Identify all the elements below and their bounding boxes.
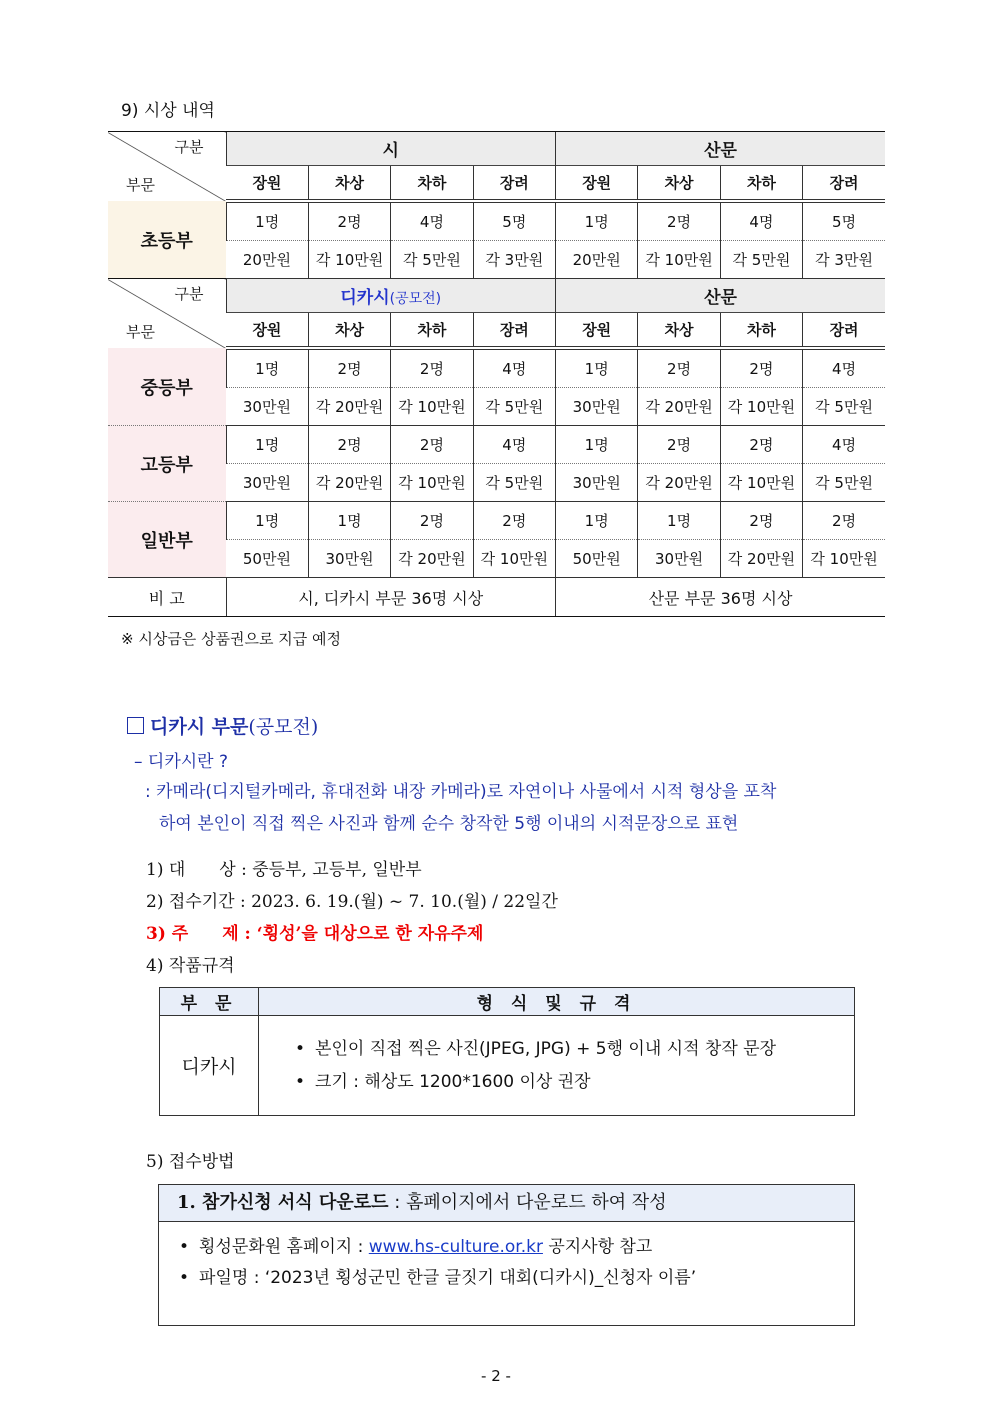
- item-spec: 4) 작품규격: [146, 956, 235, 976]
- note-a: 시, 디카시 부문 36명 시상: [226, 578, 556, 617]
- award-header: 차상: [638, 313, 720, 349]
- winner-count: 4명: [803, 348, 885, 388]
- winner-count: 1명: [556, 201, 638, 241]
- prize-amount: 각 3만원: [473, 241, 555, 279]
- winner-count: 5명: [473, 201, 555, 241]
- winner-count: 2명: [308, 348, 390, 388]
- award-header: 차하: [391, 166, 473, 202]
- winner-count: 4명: [803, 426, 885, 464]
- winner-count: 1명: [638, 502, 720, 540]
- prize-amount: 각 5만원: [803, 388, 885, 426]
- prize-amount: 각 5만원: [803, 464, 885, 502]
- award-header: 장려: [473, 166, 555, 202]
- header-group-a: 디카시(공모전): [226, 279, 556, 313]
- prize-amount: 각 20만원: [638, 388, 720, 426]
- prize-amount: 각 20만원: [308, 464, 390, 502]
- winner-count: 2명: [638, 426, 720, 464]
- prize-amount: 각 10만원: [720, 464, 802, 502]
- prize-amount: 각 20만원: [638, 464, 720, 502]
- prize-footnote: ※ 시상금은 상품권으로 지급 예정: [121, 630, 342, 648]
- winner-count: 1명: [556, 348, 638, 388]
- spec-header-category: 부 문: [160, 988, 259, 1016]
- award-header: 차상: [638, 166, 720, 202]
- winner-count: 5명: [803, 201, 885, 241]
- note-b: 산문 부문 36명 시상: [556, 578, 886, 617]
- category-label: 중등부: [108, 348, 226, 426]
- winner-count: 1명: [226, 348, 308, 388]
- winner-count: 2명: [391, 348, 473, 388]
- prize-amount: 각 10만원: [391, 388, 473, 426]
- winner-count: 4명: [473, 426, 555, 464]
- spec-bullet: • 크기 : 해상도 1200*1600 이상 권장: [295, 1066, 853, 1099]
- dicasi-question: – 디카시란 ?: [134, 752, 229, 772]
- submission-box-header: 1. 참가신청 서식 다운로드 : 홈페이지에서 다운로드 하여 작성: [159, 1185, 854, 1222]
- winner-count: 1명: [556, 426, 638, 464]
- header-group-a: 시: [226, 132, 556, 166]
- spec-header-format: 형 식 및 규 격: [259, 988, 855, 1016]
- prize-amount: 30만원: [638, 540, 720, 578]
- prize-amount: 각 5만원: [720, 241, 802, 279]
- award-header: 장려: [803, 313, 885, 349]
- page-number: - 2 -: [481, 1367, 511, 1385]
- prize-amount: 30만원: [308, 540, 390, 578]
- award-header: 장려: [473, 313, 555, 349]
- award-header: 차상: [308, 313, 390, 349]
- winner-count: 2명: [803, 502, 885, 540]
- prize-amount: 각 10만원: [473, 540, 555, 578]
- prize-amount: 각 5만원: [391, 241, 473, 279]
- header-group-b: 산문: [556, 279, 886, 313]
- item-submission: 5) 접수방법: [146, 1152, 235, 1172]
- item-theme: 3) 주 제 : ‘횡성’을 대상으로 한 자유주제: [146, 924, 484, 944]
- submission-bullet: • 횡성문화원 홈페이지 : www.hs-culture.or.kr 공지사항 참고: [179, 1232, 854, 1263]
- checkbox-square-icon: [127, 717, 144, 734]
- prize-amount: 50만원: [226, 540, 308, 578]
- winner-count: 2명: [720, 348, 802, 388]
- award-header: 차하: [391, 313, 473, 349]
- winner-count: 1명: [226, 201, 308, 241]
- winner-count: 4명: [720, 201, 802, 241]
- dicasi-definition: : 카메라(디지털카메라, 휴대전화 내장 카메라)로 자연이나 사물에서 시적 형상을 포착 하여 본인이 직접 찍은 사진과 함께 순수 창작한 5행 이내의 시적문장으로 표현: [145, 782, 777, 834]
- award-header: 차하: [720, 166, 802, 202]
- submission-bullet: • 파일명 : ‘2023년 횡성군민 한글 글짓기 대회(디카시)_신청자 이름’: [179, 1263, 854, 1294]
- spec-bullet: • 본인이 직접 찍은 사진(JPEG, JPG) + 5행 이내 시적 창작 문장: [295, 1033, 853, 1066]
- prize-amount: 각 10만원: [638, 241, 720, 279]
- dicasi-section-title: 디카시 부문(공모전): [127, 712, 318, 739]
- winner-count: 1명: [226, 502, 308, 540]
- prize-amount: 30만원: [556, 388, 638, 426]
- award-header: 장원: [226, 166, 308, 202]
- award-header: 장원: [556, 313, 638, 349]
- prize-amount: 각 20만원: [308, 388, 390, 426]
- spec-table: [159, 987, 855, 1116]
- winner-count: 2명: [638, 201, 720, 241]
- category-label: 고등부: [108, 426, 226, 502]
- prize-amount: 각 10만원: [803, 540, 885, 578]
- winner-count: 2명: [720, 502, 802, 540]
- item-period: 2) 접수기간 : 2023. 6. 19.(월) ~ 7. 10.(월) / 22일간: [146, 892, 558, 912]
- prize-amount: 각 5만원: [473, 388, 555, 426]
- award-header: 장원: [226, 313, 308, 349]
- winner-count: 2명: [638, 348, 720, 388]
- header-group-b: 산문: [556, 132, 886, 166]
- award-header: 장원: [556, 166, 638, 202]
- prize-amount: 50만원: [556, 540, 638, 578]
- prize-amount: 각 20만원: [391, 540, 473, 578]
- header-gubun: 구분: [174, 285, 204, 303]
- awards-table: [108, 131, 885, 617]
- prize-amount: 20만원: [556, 241, 638, 279]
- prize-amount: 30만원: [226, 388, 308, 426]
- spec-label: 디카시: [160, 1016, 259, 1116]
- prize-amount: 각 10만원: [720, 388, 802, 426]
- section-heading-awards: 9) 시상 내역: [121, 101, 215, 121]
- winner-count: 4명: [473, 348, 555, 388]
- prize-amount: 30만원: [226, 464, 308, 502]
- winner-count: 2명: [308, 426, 390, 464]
- note-label: 비 고: [108, 578, 226, 617]
- winner-count: 2명: [391, 426, 473, 464]
- category-label: 초등부: [108, 201, 226, 279]
- award-header: 차하: [720, 313, 802, 349]
- diagonal-header-cell: [108, 279, 226, 349]
- item-target: 1) 대 상 : 중등부, 고등부, 일반부: [146, 860, 422, 880]
- winner-count: 2명: [473, 502, 555, 540]
- winner-count: 1명: [556, 502, 638, 540]
- award-header: 차상: [308, 166, 390, 202]
- submission-box: [158, 1184, 855, 1326]
- winner-count: 2명: [308, 201, 390, 241]
- category-label: 일반부: [108, 502, 226, 578]
- header-bumun: 부문: [126, 176, 155, 194]
- prize-amount: 각 5만원: [473, 464, 555, 502]
- homepage-link[interactable]: www.hs-culture.or.kr: [368, 1237, 543, 1257]
- winner-count: 2명: [720, 426, 802, 464]
- prize-amount: 30만원: [556, 464, 638, 502]
- award-header: 장려: [803, 166, 885, 202]
- prize-amount: 각 3만원: [803, 241, 885, 279]
- winner-count: 4명: [391, 201, 473, 241]
- diagonal-header-cell: [108, 132, 226, 202]
- header-gubun: 구분: [174, 138, 204, 156]
- header-bumun: 부문: [126, 323, 155, 341]
- prize-amount: 각 20만원: [720, 540, 802, 578]
- winner-count: 2명: [391, 502, 473, 540]
- prize-amount: 20만원: [226, 241, 308, 279]
- winner-count: 1명: [226, 426, 308, 464]
- prize-amount: 각 10만원: [391, 464, 473, 502]
- prize-amount: 각 10만원: [308, 241, 390, 279]
- winner-count: 1명: [308, 502, 390, 540]
